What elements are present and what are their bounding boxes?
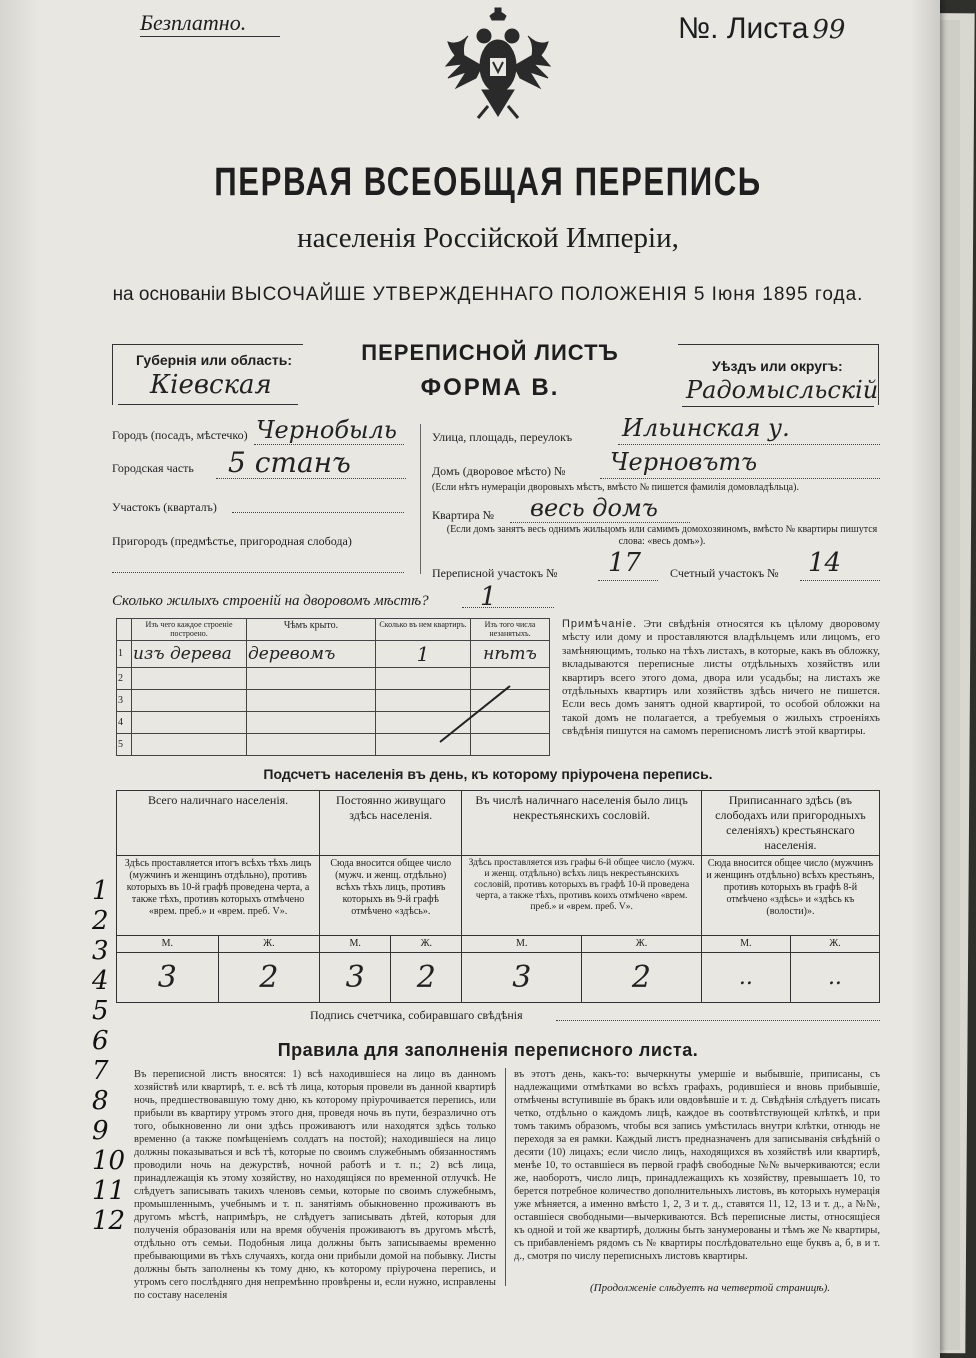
population-table <box>116 790 880 1003</box>
basis-prefix: на основаніи <box>112 284 226 305</box>
apartment-label: Квартира № <box>432 508 495 522</box>
pop-col4-f-value: .. <box>790 953 879 1003</box>
signature-line <box>556 1020 880 1021</box>
row2-material <box>132 668 247 690</box>
col-material-header: Изъ чего каждое строеніе построено. <box>132 619 247 641</box>
buildings-cancel-stroke <box>420 680 540 750</box>
rules-divider <box>505 1068 506 1286</box>
pop-col4-title: Приписаннаго здѣсь (въ слободахъ или пригородныхъ селеніяхъ) крестьянскаго населенія. <box>701 791 879 856</box>
suburb-line <box>112 572 404 573</box>
house-note: (Если нѣтъ нумераціи дворовыхъ мѣстъ, вмѣсто № пишется фамилія домовладѣльца). <box>432 482 799 493</box>
buildings-num-header <box>117 619 132 641</box>
buildings-answer: 1 <box>480 582 497 612</box>
street-label: Улица, площадь, переулокъ <box>432 430 573 444</box>
census-district-line <box>598 580 658 581</box>
row-num-5: 5 <box>117 734 132 756</box>
province-value: Кіевская <box>150 370 272 400</box>
row1-uninhabited: нѣтъ <box>471 641 550 668</box>
margin-number: 6 <box>92 1026 109 1056</box>
row5-material <box>132 734 247 756</box>
pop-col2-desc: Сюда вносится общее число (мужч. и женщ. отдѣльно) всѣхъ тѣхъ лицъ, противъ которыхъ въ 9-й графѣ отмѣчено «здѣсь». <box>320 856 462 936</box>
margin-number: 12 <box>92 1206 126 1236</box>
census-district-label: Переписной участокъ № <box>432 566 558 580</box>
house-label: Домъ (дворовое мѣсто) № <box>432 464 566 478</box>
pop-col2-m-label: М. <box>320 936 391 953</box>
rules-left-column: Въ переписной листъ вносятся: 1) всѣ находившіеся на лицо въ данномъ хозяйствѣ или квартирѣ, т. е. всѣ тѣ лица, которыя провели въ данной квартирѣ ночь, предшествовавшую тому дню, къ которому пріурочивается перепись, или прибыли въ квартиру утромъ этого дня, проведя ночь въ пути, безразлично отъ того, обыкновенно ли они здѣсь проживаютъ или находятся здѣсь только временно (а также помѣщеніемъ солдатъ на постой); находившіеся на лицо должны показываться и всѣ тѣ, которые по своимъ служебнымъ обязанностямъ проводили ночь на дежурствѣ, ночной работѣ и т. п.; 2) всѣ лица, принадлежащія къ этому хозяйству, но находящіяся по временной отлучкѣ. Не слѣдуетъ записывать такихъ членовъ семьи, которые по своимъ служебнымъ, промышленнымъ, учебнымъ и т. п. занятіямъ обыкновенно проживаютъ въ другомъ мѣстѣ, напримѣръ, не слѣдуетъ записывать дѣтей, которыя для полученія образованія или на время обученія проживаютъ въ другомъ мѣстѣ, отдѣльно отъ семьи. Подобныя лица должны быть записываемы временно пребывающими въ тѣхъ случаяхъ, когда они прибыли домой на побывку. Листы должны быть заполнены къ тому дню, къ которому пріурочена перепись, и утромъ сего послѣдняго дня непремѣнно провѣрены и, если нужно, исправлены по составу населенія <box>134 1069 496 1301</box>
street-line <box>618 444 880 445</box>
sheet-number-value: 99 <box>812 15 846 45</box>
counting-district-line <box>800 580 880 581</box>
pop-col2-f-value: 2 <box>391 953 462 1003</box>
pop-col1-desc: Здѣсь проставляется итогъ всѣхъ тѣхъ лицъ (мужчинъ и женщинъ отдѣльно), противъ которыхъ въ 10-й графѣ проведена черта, а также тѣхъ, противъ которыхъ отмѣчено «врем. преб.» и «врем. преб. V». <box>117 856 320 936</box>
page-fold-shadow <box>0 0 40 1358</box>
sheet-number-block <box>678 12 845 46</box>
rules-continued: (Продолженіе слѣдуетъ на четвертой страницѣ). <box>590 1282 830 1294</box>
city-label: Городъ (посадъ, мѣстечко) <box>112 428 248 442</box>
section-line <box>232 512 404 513</box>
col-uninhabited-header: Изъ того числа незанятыхъ. <box>471 619 550 641</box>
house-line <box>600 478 880 479</box>
margin-number: 10 <box>92 1146 126 1176</box>
counting-district-value: 14 <box>808 548 842 578</box>
suburb-label: Пригородъ (предмѣстье, пригородная слобода) <box>112 534 352 548</box>
pop-col3-desc: Здѣсь проставляется изъ графы 6-й общее число (мужч. и женщ. отдѣльно) всѣхъ лицъ некрестьянскихъ сословій, противъ которыхъ въ графѣ 10-й проведена черта, а также тѣхъ, противъ коихъ отмѣчено «врем. преб.» и «врем. преб. V». <box>462 856 701 936</box>
row1-apartments: 1 <box>376 641 471 668</box>
margin-number: 8 <box>92 1086 109 1116</box>
city-line <box>254 444 404 445</box>
row1-roof: деревомъ <box>247 641 376 668</box>
form-title-line1: ПЕРЕПИСНОЙ ЛИСТЪ <box>361 340 619 365</box>
pop-col1-title: Всего наличнаго населенія. <box>117 791 320 856</box>
pop-col2-title: Постоянно живущаго здѣсь населенія. <box>320 791 462 856</box>
imperial-eagle-emblem <box>438 6 558 126</box>
form-title-line2: ФОРМА В. <box>420 374 560 401</box>
city-part-label: Городская часть <box>112 461 194 475</box>
pop-col1-f-value: 2 <box>218 953 320 1003</box>
pop-col4-desc: Сюда вносится общее число (мужчинъ и женщинъ отдѣльно) всѣхъ крестьянъ, противъ которыхъ въ графѣ 8-й отмѣчено «здѣсь» и «здѣсь къ (волости)». <box>701 856 879 936</box>
census-district-value: 17 <box>608 548 642 578</box>
col-roof-header: Чѣмъ крыто. <box>247 619 376 641</box>
pop-col3-f-value: 2 <box>582 953 702 1003</box>
pop-col2-f-label: Ж. <box>391 936 462 953</box>
margin-number: 9 <box>92 1116 109 1146</box>
row-num-4: 4 <box>117 712 132 734</box>
section-label: Участокъ (кварталъ) <box>112 500 217 514</box>
buildings-question: Сколько жилыхъ строеній на дворовомъ мѣстѣ? <box>112 593 429 609</box>
pop-col3-title: Въ числѣ наличнаго населенія было лицъ некрестьянскихъ сословій. <box>462 791 701 856</box>
rules-title: Правила для заполненія переписного листа. <box>277 1040 699 1060</box>
apartment-value: весь домъ <box>530 494 658 522</box>
margin-number: 1 <box>92 876 109 906</box>
row3-material <box>132 690 247 712</box>
census-basis <box>0 284 940 306</box>
city-value: Чернобыль <box>256 416 397 444</box>
pop-col3-m-value: 3 <box>462 953 582 1003</box>
basis-decree: ВЫСОЧАЙШЕ УТВЕРЖДЕННАГО ПОЛОЖЕНІЯ 5 Іюня 1895 года. <box>231 284 864 305</box>
pop-col4-f-label: Ж. <box>790 936 879 953</box>
counting-district-label: Счетный участокъ № <box>670 566 779 580</box>
margin-number: 3 <box>92 936 109 966</box>
pop-col4-m-value: .. <box>701 953 790 1003</box>
margin-number: 7 <box>92 1056 109 1086</box>
pop-col1-f-label: Ж. <box>218 936 320 953</box>
signature-label: Подпись счетчика, собиравшаго свѣдѣнія <box>310 1008 523 1022</box>
buildings-note <box>562 618 880 739</box>
pop-col3-f-label: Ж. <box>582 936 702 953</box>
buildings-answer-line <box>462 607 554 608</box>
margin-number: 5 <box>92 996 109 1026</box>
census-title: ПЕРВАЯ ВСЕОБЩАЯ ПЕРЕПИСЬ <box>214 160 762 204</box>
street-value: Ильинская у. <box>622 414 790 442</box>
margin-number: 11 <box>92 1176 126 1206</box>
row4-material <box>132 712 247 734</box>
row4-roof <box>247 712 376 734</box>
city-part-value: 5 станъ <box>228 446 351 479</box>
row-num-2: 2 <box>117 668 132 690</box>
pop-col4-m-label: М. <box>701 936 790 953</box>
row-num-3: 3 <box>117 690 132 712</box>
district-label: Уѣздъ или округъ: <box>712 358 843 374</box>
row-num-1: 1 <box>117 641 132 668</box>
margin-number: 4 <box>92 966 109 996</box>
rules-right-column: въ этотъ день, какъ-то: вычеркнуты умершіе и выбывшіе, приписаны, съ надлежащими отмѣтками во всѣхъ графахъ, родившіеся и вновь прибывшіе, отмѣчены вступившіе въ бракъ или овдовѣвшіе и т. д. Свѣдѣнія слѣдуетъ писать четко, отдѣльно о каждомъ лицѣ, каждое въ соотвѣтствующей клѣткѣ, и при томъ такимъ образомъ, чтобы вся запись умѣстилась внутри клѣтки, отнюдь не переходя за ея рамки. Каждый листъ предназначенъ для записыванія свѣдѣній о десяти (10) лицахъ; если число лицъ, находящихся въ хозяйствѣ или квартирѣ, менѣе 10, то оставшіеся въ первой графѣ свободные №№ вычеркиваются; если же, наоборотъ, число лицъ, принадлежащихъ къ хозяйству, превышаетъ 10, то берется потребное количество дополнительныхъ листовъ, въ которыхъ нумерація уже мѣняется, а именно вмѣсто 1, 2, 3 и т. д., ставятся 11, 12, 13 и т. д., а №№, оставшіеся свободными—вычеркиваются. Всѣ переписные листы, относящіеся къ одной и той же квартирѣ, должны быть занумерованы и тѣмъ же № квартиры, съ прибавленіемъ рядомъ съ № квартиры послѣдовательно еще буквъ а, б, в и т. д., смотря по числу переписныхъ листовъ квартиры. <box>514 1069 880 1262</box>
row3-roof <box>247 690 376 712</box>
location-divider <box>420 424 421 574</box>
row5-roof <box>247 734 376 756</box>
pop-col2-m-value: 3 <box>320 953 391 1003</box>
col-apartments-header: Сколько въ нем квартиръ. <box>376 619 471 641</box>
buildings-note-label: Примѣчаніе. <box>562 618 638 630</box>
population-heading: Подсчетъ населенія въ день, къ которому пріурочена перепись. <box>263 766 713 782</box>
district-value: Радомысльскій <box>686 376 879 404</box>
pop-col1-m-value: 3 <box>117 953 219 1003</box>
free-label-underline <box>140 36 280 37</box>
province-label: Губернія или область: <box>136 352 293 368</box>
pop-col1-m-label: М. <box>117 936 219 953</box>
margin-number: 2 <box>92 906 109 936</box>
apartment-note: (Если домъ занятъ весь однимъ жильцомъ или самимъ домохозяиномъ, вмѣсто № квартиры пишутся слова: «весь домъ»). <box>446 524 878 547</box>
free-label: Безплатно. <box>140 10 247 35</box>
house-value: Черновътъ <box>610 448 758 476</box>
province-underline <box>118 404 298 405</box>
pop-col3-m-label: М. <box>462 936 582 953</box>
margin-numbers <box>92 876 132 1236</box>
page-edge-shadow <box>910 0 940 1358</box>
row1-material: изъ дерева <box>132 641 247 668</box>
sheet-number-label: №. Листа <box>678 12 809 45</box>
row2-roof <box>247 668 376 690</box>
buildings-note-text: Эти свѣдѣнія относятся къ цѣлому дворовому мѣсту или дому и проставляются владѣльцемъ или лицомъ, его замѣняющимъ, только на тѣхъ листахъ, в которые, какъ въ обложку, вкладываются переписные листы отдѣльныхъ хозяйствъ или квартиръ всего этого дома, двора или усадьбы; на листахъ же отдѣльныхъ квартиръ или хозяйствъ здѣсь ничего не пишется. Если весь домъ занятъ одной квартирой, то особой обложки на такой домъ не полагается, а требуемыя о жилыхъ строеніяхъ свѣдѣнія пишутся на самомъ переписномъ листѣ этой квартиры. <box>562 618 880 738</box>
apartment-line <box>510 522 690 523</box>
city-part-line <box>216 478 406 479</box>
district-underline <box>682 406 874 407</box>
census-subtitle: населенія Россійской Имперіи, <box>297 222 679 254</box>
